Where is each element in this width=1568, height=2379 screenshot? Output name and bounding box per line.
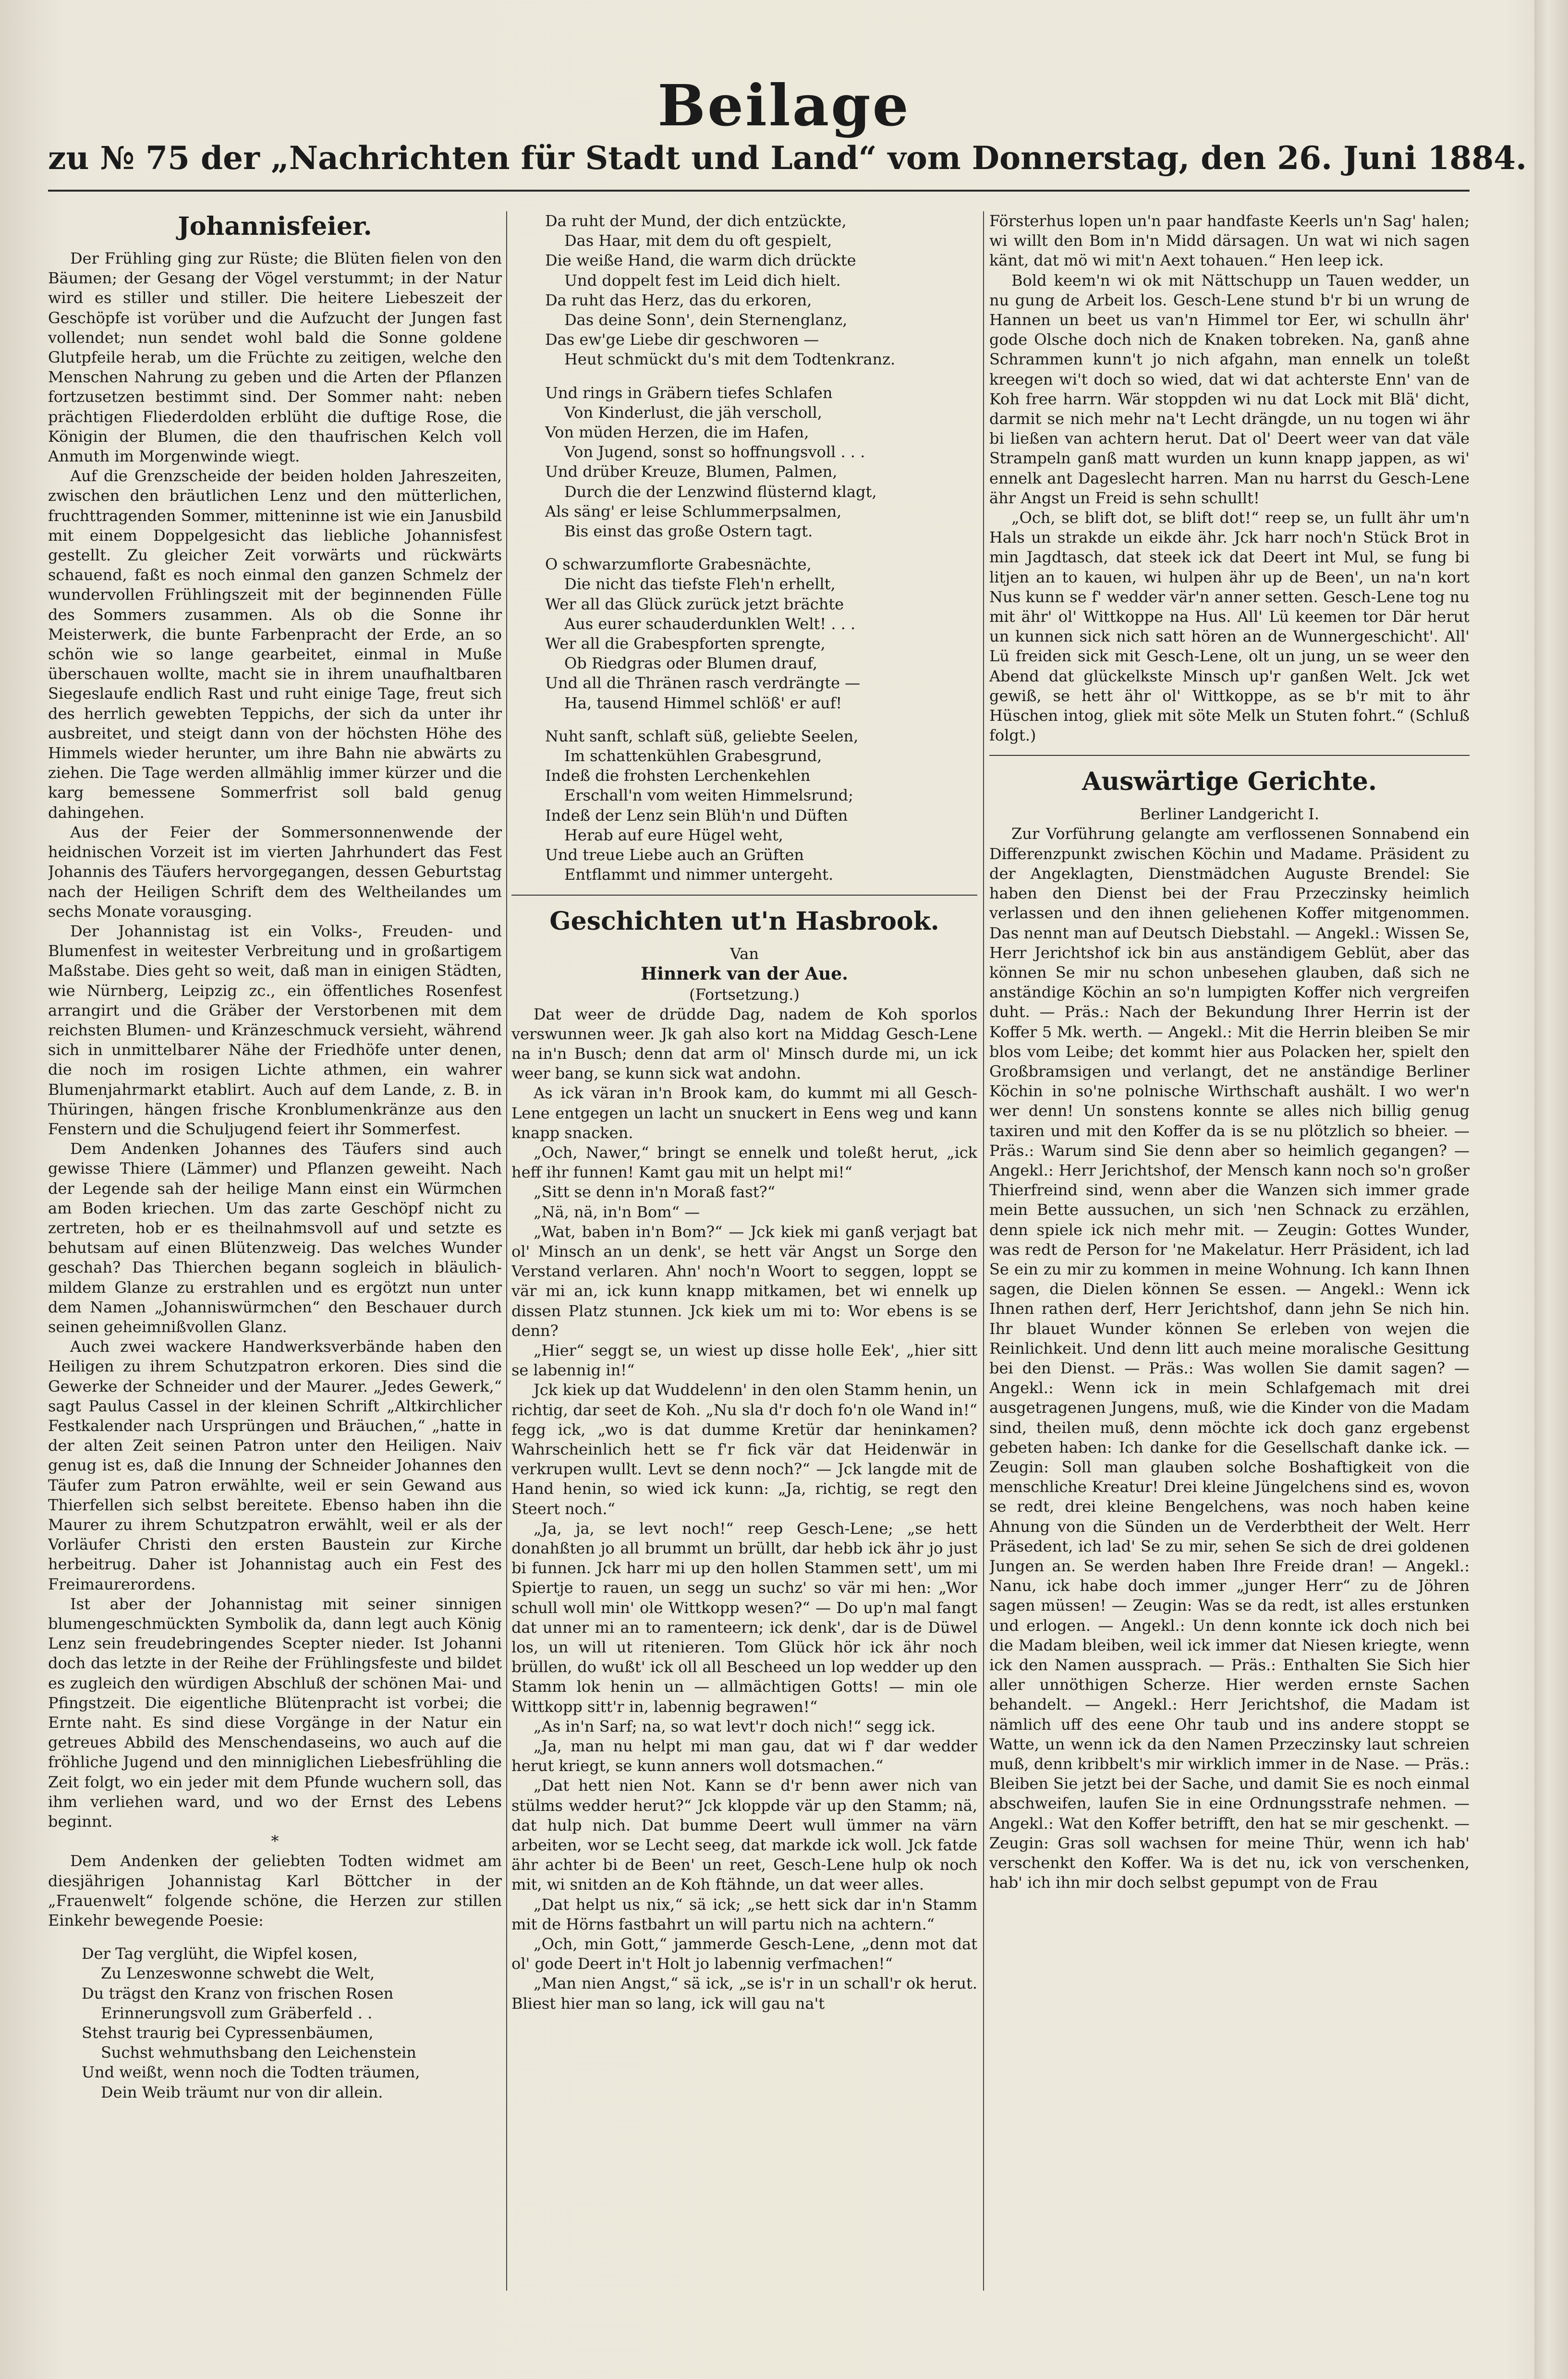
poem-line: Die nicht das tiefste Fleh'n erhellt, xyxy=(564,575,836,594)
poem-line: O schwarzumflorte Grabesnächte, xyxy=(545,555,812,574)
poem-line: Suchst wehmuthsbang den Leichenstein xyxy=(101,2043,416,2062)
paragraph: „Nä, nä, in'n Bom“ — xyxy=(534,1202,700,1221)
paragraph: „Och, min Gott,“ jammerde Gesch-Lene, „denn mot dat ol' gode Deert in't Holt jo labennig verfmachen!“ xyxy=(511,1935,977,1973)
paragraph: Aus der Feier der Sommersonnenwende der heidnischen Vorzeit ist im vierten Jahrhundert das Fest Johannis des Täufers hervorgegangen, dessen Geburtstag nach der Heiligen Schrift dem des Weltheilandes um sechs Monate vorausging. xyxy=(48,823,502,921)
paragraph: „Wat, baben in'n Bom?“ — Jck kiek mi ganß verjagt bat ol' Minsch an un denk', se hett vär Angst un Sorge den Verstand verlaren. Ahn' noch'n Woort to seggen, loppt se vär mi an, ick kunn knapp mitkamen, bet wi ennelk up dissen Platz stunnen. Jck kiek um mi to: Wor ebens is se denn? xyxy=(511,1222,977,1340)
continuation-note: (Fortsetzung.) xyxy=(689,985,800,1004)
poem-line: Und drüber Kreuze, Blumen, Palmen, xyxy=(545,462,838,481)
poem-line: Das Haar, mit dem du oft gespielt, xyxy=(564,231,832,250)
paragraph: Dem Andenken Johannes des Täufers sind auch gewisse Thiere (Lämmer) und Pflanzen geweiht. Nach der Legende sah der heilige Mann einst ein Würmchen am Boden kriechen. Um das zarte Geschöpf nicht zu zertreten, hob er es theilnahmsvoll auf und setzte es behutsam auf einen Blütenzweig. Das welches Wunder geschah? Das Thierchen begann sogleich in bläulich-mildem Glanze zu erstrahlen und es ergötzt nun unter dem Namen „Johanniswürmchen“ den Beschauer durch seinen geheimnißvollen Glanz. xyxy=(48,1140,502,1336)
poem-line: Und weißt, wenn noch die Todten träumen, xyxy=(82,2063,420,2082)
column-divider xyxy=(506,211,507,2291)
poem-line: Bis einst das große Ostern tagt. xyxy=(564,522,813,541)
column-1 xyxy=(48,211,502,2286)
paragraph: „Sitt se denn in'n Moraß fast?“ xyxy=(534,1183,776,1202)
masthead-title: Beilage xyxy=(657,72,911,139)
poem-line: Wer all das Glück zurück jetzt brächte xyxy=(545,595,844,613)
section-rule xyxy=(989,755,1470,756)
paragraph: „As in'n Sarf; na, so wat levt'r doch nich!“ segg ick. xyxy=(534,1717,936,1736)
article-heading-johannisfeier: Johannisfeier. xyxy=(178,212,372,241)
poem-line: Erschall'n vom weiten Himmelsrund; xyxy=(564,786,853,805)
poem-line: Und doppelt fest im Leid dich hielt. xyxy=(564,271,841,290)
poem-line: Das deine Sonn', dein Sternenglanz, xyxy=(564,311,848,329)
poem-line: Das ew'ge Liebe dir geschworen — xyxy=(545,330,819,349)
column-3 xyxy=(989,211,1470,2286)
paragraph: Auch zwei wackere Handwerksverbände haben den Heiligen zu ihrem Schutzpatron erkoren. Dies sind die Gewerke der Schneider und der Maurer. „Jedes Gewerk,“ sagt Paulus Cassel in der kleinen Schrift „Altkirchlicher Festkalender nach Ursprüngen und Bräuchen,“ „hatte in der alten Zeit seinen Patron unter den Heiligen. Naiv genug ist es, daß die Innung der Schneider Johannes den Täufer zum Patron erwählte, weil er sein Gewand aus Thierfellen sich selbst bereitete. Ebenso haben ihn die Maurer zu ihrem Schutzpatron erwählt, weil er als der Vorläufer Christi den ersten Baustein zur Kirche herbeitrug. Daher ist Johannistag auch ein Fest des Freimaurerordens. xyxy=(48,1337,502,1593)
paragraph: „Ja, ja, se levt noch!“ reep Gesch-Lene; „se hett donahßten jo all brummt un brüllt, dar hebb ick ähr jo just bi funnen. Jck harr mi up den hollen Stammen sett', um mi Spiertje to rauen, un segg un suchz' so vär mi hen: „Wor schull woll min' ole Wittkopp wesen?“ — Do up'n mal fangt dat unner mi an to ramenteern; ick denk', dar is de Düwel los, un will ut ritenieren. Tom Glück hör ick ähr noch brüllen, do wußt' ick oll all Bescheed un lop wedder up den Stamm lok henin un — allmächtigen Gotts! — min ole Wittkopp sitt'r in, labennig begrawen!“ xyxy=(511,1519,977,1716)
paragraph: Ist aber der Johannistag mit seiner sinnigen blumengeschmückten Symbolik da, dann legt auch König Lenz sein freudebringendes Scepter nieder. Ist Johanni doch das letzte in der Reihe der Frühlingsfeste und bildet es zugleich den würdigen Abschluß der schönen Mai- und Pfingstzeit. Die eigentliche Blütenpracht ist vorbei; die Ernte naht. Es sind diese Vorgänge in der Natur ein getreues Abbild des Menschendaseins, wo auch auf die fröhliche Jugend und den minniglichen Liebesfrühling die Zeit folgt, wo ein jeder mit dem Pfunde wuchern soll, das ihm verliehen ward, und wo der Ernst des Lebens beginnt. xyxy=(48,1594,502,1831)
poem-line: Und rings in Gräbern tiefes Schlafen xyxy=(545,383,833,402)
poem-line: Da ruht das Herz, das du erkoren, xyxy=(545,291,812,309)
poem-line: Erinnerungsvoll zum Gräberfeld . . xyxy=(101,2003,373,2022)
paragraph: As ick väran in'n Brook kam, do kummt mi all Gesch-Lene entgegen un lacht un snuckert in Eens weg und kann knapp snacken. xyxy=(511,1084,977,1142)
paragraph: Dem Andenken der geliebten Todten widmet am diesjährigen Johannistag Karl Böttcher in der „Frauenwelt“ folgende schöne, die Herzen zur stillen Einkehr bewegende Poesie: xyxy=(48,1852,502,1930)
poem-line: Indeß die frohsten Lerchenkehlen xyxy=(545,766,811,785)
poem-stanza xyxy=(48,1944,502,2102)
paragraph: „Och, Nawer,“ bringt se ennelk und toleßt herut, „ick heff ihr funnen! Kamt gau mit un helpt mi!“ xyxy=(511,1143,977,1182)
column-2 xyxy=(511,211,977,2286)
paragraph: Zur Vorführung gelangte am verflossenen Sonnabend ein Differenzpunkt zwischen Köchin und Madame. Präsident zu der Angeklagten, Dienstmädchen Auguste Brendel: Sie haben den Dienst bei der Frau Przeczinsky heimlich verlassen und den ihnen geliehenen Koffer mitgenommen. Das nennt man auf Deutsch Diebstahl. — Angekl.: Wissen Se, Herr Jerichtshof ick bin aus anständigem Geblüt, aber das können Se mir nu schon unbesehen glauben, daß sich ne anständige Köchin an so'n lumpigten Koffer nich vergreifen duht. — Präs.: Nach der Bekundung Ihrer Herrin ist der Koffer 5 Mk. werth. — Angekl.: Mit die Herrin bleiben Se mir blos vom Leibe; det kommt hier aus Polacken her, spielt den Großbramsigen und verlangt, det ne anständige Berliner Köchin in so'ne polnische Wirthschaft aushält. I wo wer'n wer denn! Un sonstens konnte se alles nich billig genug taxiren und mit den Koffer da is se nu plötzlich so bheier. — Präs.: Warum sind Sie denn aber so heimlich gegangen? — Angekl.: Herr Jerichtshof, der Mensch kann noch so'n großer Thierfreind sind, wenn aber die Wanzen sich immer grade mein Bette aussuchen, un sich 'nen Schnack zu erzählen, denn spiele ick nich mehr mit. — Zeugin: Gottes Wunder, was redt de Person for 'ne Makelatur. Herr Präsident, ich lad Se ein zu mir zu kommen in meine Wohnung. Ich kann Ihnen sagen, die Dielen können Se essen. — Angekl.: Wenn ick Ihnen rathen derf, Herr Jerichtshof, dann jehn Se nich hin. Ihr blauet Wunder können Se erleben von wejen die Reinlichkeit. Und denn litt auch meine moralische Gesittung bei den Dienst. — Präs.: Was wollen Sie damit sagen? — Angekl.: Wenn ick in mein Schlafgemach mit drei ausgetragenen Jungens, muß, wie die Kinder von die Madam sind, theilen muß, denn möchte ick doch ganz ergebenst gebeten haben: Ich danke for die Gesellschaft danke ick. — Zeugin: Soll man glauben solche Boshaftigkeit von die menschliche Kreatur! Drei kleine Jüngelchens sind es, wovon se redt, drei kleine Bengelchens, was noch haben keine Ahnung von die Sünden un de Verderbtheit der Welt. Herr Präsedent, ich lad' Se zu mir, sehen Se sich de drei goldenen Jungen an. Se werden haben Ihre Freide dran! — Angekl.: Nanu, ick habe doch immer „junger Herr“ zu de Jöhren sagen müssen! — Zeugin: Was se da redt, ist alles erstunken und erlogen. — Angekl.: Un denn konnte ick doch nich bei die Madam bleiben, weil ick immer dat Niesen kriegte, wenn ick den Namen aussprach. — Präs.: Enthalten Sie Sich hier aller unnöthigen Scherze. Hier werden ernste Sachen behandelt. — Angekl.: Herr Jerichtshof, die Madam ist nämlich uff des eene Ohr taub und ins andere stoppt se Watte, un wenn ick da den Namen Przeczinsky laut schreien muß, denn kribbelt's mir wirklich immer in de Nase. — Präs.: Bleiben Sie jetzt bei der Sache, und damit Sie es noch einmal abschweifen, laufen Sie in eine Ordnungsstrafe nehmen. — Angekl.: Wat den Koffer betrifft, den hat se mir geschenkt. — Zeugin: Gras soll wachsen for meine Thür, wenn ich hab' verschenkt den Koffer. Wa is det nu, ick von verschenken, hab' ich ihn mir doch selbst gepumpt von de Frau xyxy=(989,825,1470,1892)
poem-line: Herab auf eure Hügel weht, xyxy=(564,825,783,844)
article-heading-gerichte: Auswärtige Gerichte. xyxy=(1082,767,1377,797)
poem-line: Ob Riedgras oder Blumen drauf, xyxy=(564,654,818,673)
paragraph: Der Frühling ging zur Rüste; die Blüten fielen von den Bäumen; der Gesang der Vögel verstummt; in der Natur wird es stiller und stiller. Die heitere Liebeszeit der Geschöpfe ist vorüber und die Aufzucht der Jungen fast vollendet; nun sendet wohl bald die Sonne goldene Glutpfeile herab, um die Früchte zu zeitigen, welche den Menschen Nahrung zu geben und die Arten der Pflanzen fortzusetzen bestimmt sind. Der Sommer naht: neben prächtigen Fliederdolden erblüht die duftige Rose, die Königin der Blumen, die den thaufrischen Kelch voll Anmuth im Morgenwinde wiegt. xyxy=(48,249,502,466)
byline-author xyxy=(511,964,977,984)
poem-line: Von müden Herzen, die im Hafen, xyxy=(545,423,809,442)
subheading-landgericht: Berliner Landgericht I. xyxy=(1140,805,1319,824)
paragraph: „Hier“ seggt se, un wiest up disse holle Eek', „hier sitt se labennig in!“ xyxy=(511,1341,977,1380)
paragraph: Der Johannistag ist ein Volks-, Freuden- und Blumenfest in weitester Verbreitung und in großartigem Maßstabe. Dies geht so weit, daß man in einigen Städten, wie Nürnberg, Leipzig zc., ein öffentliches Rosenfest arrangirt und die Gräber der Verstorbenen mit dem reichsten Blumen- und Kränzeschmuck versieht, während sich in unmittelbarer Nähe der Friedhöfe unter denen, die noch im rosigen Lichte athmen, ein wahrer Blumenjahrmarkt etablirt. Auch auf dem Lande, z. B. in Thüringen, hängen frische Kronblumenkränze aus den Fenstern und die Schuljugend feiert ihr Sommerfest. xyxy=(48,922,502,1138)
article-heading-hasbrook: Geschichten ut'n Hasbrook. xyxy=(549,906,939,936)
paragraph: Försterhus lopen un'n paar handfaste Keerls un'n Sag' halen; wi willt den Bom in'n Midd därsagen. Un wat wi nich sagen känt, dat mö wi mit'n Aext tohauen.“ Hen leep ick. xyxy=(989,212,1470,270)
poem-line: Stehst traurig bei Cypressenbäumen, xyxy=(82,2024,374,2042)
poem-line: Dein Weib träumt nur von dir allein. xyxy=(101,2083,383,2101)
byline-van: Van xyxy=(730,944,759,963)
poem-line: Als säng' er leise Schlummerpsalmen, xyxy=(545,502,842,521)
poem-line: Wer all die Grabespforten sprengte, xyxy=(545,634,826,653)
poem-line: Entflammt und nimmer untergeht. xyxy=(564,865,834,884)
paragraph: „Man nien Angst,“ sä ick, „se is'r in un schall'r ok herut. Bliest hier man so lang, ick will gau na't xyxy=(511,1974,977,2013)
paragraph: Dat weer de drüdde Dag, nadem de Koh sporlos verswunnen weer. Jk gah also kort na Middag Gesch-Lene na in'n Busch; denn dat arm ol' Minsch durde mi, un ick weer bang, se kunn sick wat andohn. xyxy=(511,1005,977,1083)
masthead-rule xyxy=(48,190,1470,192)
poem-line: Und treue Liebe auch an Grüften xyxy=(545,846,804,864)
paragraph: „Dat helpt us nix,“ sä ick; „se hett sick dar in'n Stamm mit de Hörns fastbahrt un will partu nich na achtern.“ xyxy=(511,1895,977,1933)
author-name: Hinnerk van der Aue. xyxy=(641,963,848,984)
poem-line: Nuht sanft, schlaft süß, geliebte Seelen, xyxy=(545,727,859,745)
masthead-subtitle: zu № 75 der „Nachrichten für Stadt und Land“ vom Donnerstag, den 26. Juni 1884. xyxy=(48,139,1527,177)
poem-stanza xyxy=(511,555,977,713)
poem-line: Von Kinderlust, die jäh verscholl, xyxy=(564,403,822,422)
poem-line: Heut schmückt du's mit dem Todtenkranz. xyxy=(564,350,896,369)
poem-line: Der Tag verglüht, die Wipfel kosen, xyxy=(82,1944,358,1963)
poem-stanza xyxy=(511,727,977,885)
section-rule xyxy=(511,895,977,896)
poem-line: Du trägst den Kranz von frischen Rosen xyxy=(82,1984,394,2003)
poem-line: Zu Lenzeswonne schwebt die Welt, xyxy=(101,1964,375,1983)
poem-line: Die weiße Hand, die warm dich drückte xyxy=(545,251,856,270)
poem-stanza xyxy=(511,211,977,370)
column-divider xyxy=(983,211,984,2291)
paragraph: Jck kiek up dat Wuddelenn' in den olen Stamm henin, un richtig, dar seet de Koh. „Nu sla d'r doch fo'n ole Wand in!“ fegg ick, „wo is dat dumme Kretür dar heninkamen? Wahrscheinlich hett se f'r fick vär dat Heidenwär in verkrupen wullt. Levt se denn noch?“ — Jck langde mit de Hand henin, so wied ick kunn: „Ja, richtig, se regt den Steert noch.“ xyxy=(511,1381,977,1518)
paragraph: Bold keem'n wi ok mit Nättschupp un Tauen wedder, un nu gung de Arbeit los. Gesch-Lene stund b'r bi un wrung de Hannen un beet us van'n Himmel tor Eer, wi schulln ähr' gode Olsche doch nich de Knaken tobreken. Na, ganß ahne Schrammen kunn't jo nich afgahn, man ennelk un toleßt kreegen wi't doch so wied, dat wi dat achterste Enn' van de Koh free harrn. Wär stoppden wi nu dat Lock mit Blä' dicht, darmit se nich mehr na't Lecht drängde, un nu togen wi ähr bi ließen van achtern herut. Dat ol' Deert weer van dat väle Strampeln ganß matt wurden un kunn knapp jappen, as wi' ennelk ant Dageslecht harren. Man nu harrst du Gesch-Lene ähr Angst un Freid is sehn schullt! xyxy=(989,271,1470,507)
paragraph: „Och, se blift dot, se blift dot!“ reep se, un fullt ähr um'n Hals un strakde un eikde ähr. Jck harr noch'n Stück Brot in min Jagdtasch, dat steek ick dat Deert int Mul, se fung bi litjen an to kauen, wi hulpen ähr up de Been', un na'n kort Nus kunn se f' wedder vär'n anner setten. Gesch-Lene tog nu mit ähr' ol' Wittkoppe na Hus. All' Lü keemen tor Där herut un kunnen sick nich satt hören an de Wunnergeschicht'. All' Lü freiden sick mit Gesch-Lene, olt un jung, un se weer den Abend dat glückelkste Minsch up'r ganßen Welt. Jck wet gewiß, se hett ähr ol' Wittkoppe, as se b'r mit to ähr Hüschen intog, gliek mit söte Melk un Stuten fohrt.“ (Schluß folgt.) xyxy=(989,509,1470,745)
poem-line: Und all die Thränen rasch verdrängte — xyxy=(545,674,861,692)
section-stars: * xyxy=(271,1832,279,1851)
paragraph: „Ja, man nu helpt mi man gau, dat wi f' dar wedder herut kriegt, se kunn anners woll dotsmachen.“ xyxy=(511,1737,977,1775)
paragraph: Auf die Grenzscheide der beiden holden Jahreszeiten, zwischen den bräutlichen Lenz und den mütterlichen, fruchttragenden Sommer, mitteninne ist wie ein Janusbild mit einem Doppelgesicht das liebliche Johannisfest gestellt. Zu gleicher Zeit vorwärts und rückwärts schauend, faßt es noch einmal den ganzen Schmelz der wundervollen Frühlingszeit mit der beginnenden Fülle des Sommers zusammen. Als ob die Sonne ihr Meisterwerk, die bunte Farbenpracht der Erde, an so schön wie so lange gearbeitet, einmal in Muße überschauen wollte, macht sie in ihrem unaufhaltbaren Siegeslaufe endlich Rast und ruht einige Tage, freut sich des herrlich gewebten Teppichs, der sich da unter ihr ausbreitet, und steigt dann von der höchsten Höhe des Himmels wieder herunter, um ihre Bahn nie abwärts zu ziehen. Die Tage werden allmählig immer kürzer und die karg bemessene Sommerfrist soll bald genug dahingehen. xyxy=(48,467,502,822)
page-edge xyxy=(1534,0,1568,2379)
poem-line: Im schattenkühlen Grabesgrund, xyxy=(564,747,822,765)
poem-line: Indeß der Lenz sein Blüh'n und Düften xyxy=(545,806,848,825)
poem-line: Von Jugend, sonst so hoffnungsvoll . . . xyxy=(564,443,865,461)
paragraph: „Dat hett nien Not. Kann se d'r benn awer nich van stülms wedder herut?“ Jck kloppde vär up den Stamm; nä, dat hulp nich. Dat bumme Deert wull ümmer na värn arbeiten, wor se Lecht seeg, dat markde ick woll. Jck fatde ähr achter bi de Been' un reet, Gesch-Lene hulp ok noch mit, wi snitden an de Koh ftähnde, un dat weer alles. xyxy=(511,1776,977,1894)
poem-line: Da ruht der Mund, der dich entzückte, xyxy=(545,212,847,230)
poem-stanza xyxy=(511,383,977,542)
poem-line: Durch die der Lenzwind flüsternd klagt, xyxy=(564,482,877,501)
poem-line: Ha, tausend Himmel schlöß' er auf! xyxy=(564,693,842,712)
poem-line: Aus eurer schauderdunklen Welt! . . . xyxy=(564,614,856,633)
